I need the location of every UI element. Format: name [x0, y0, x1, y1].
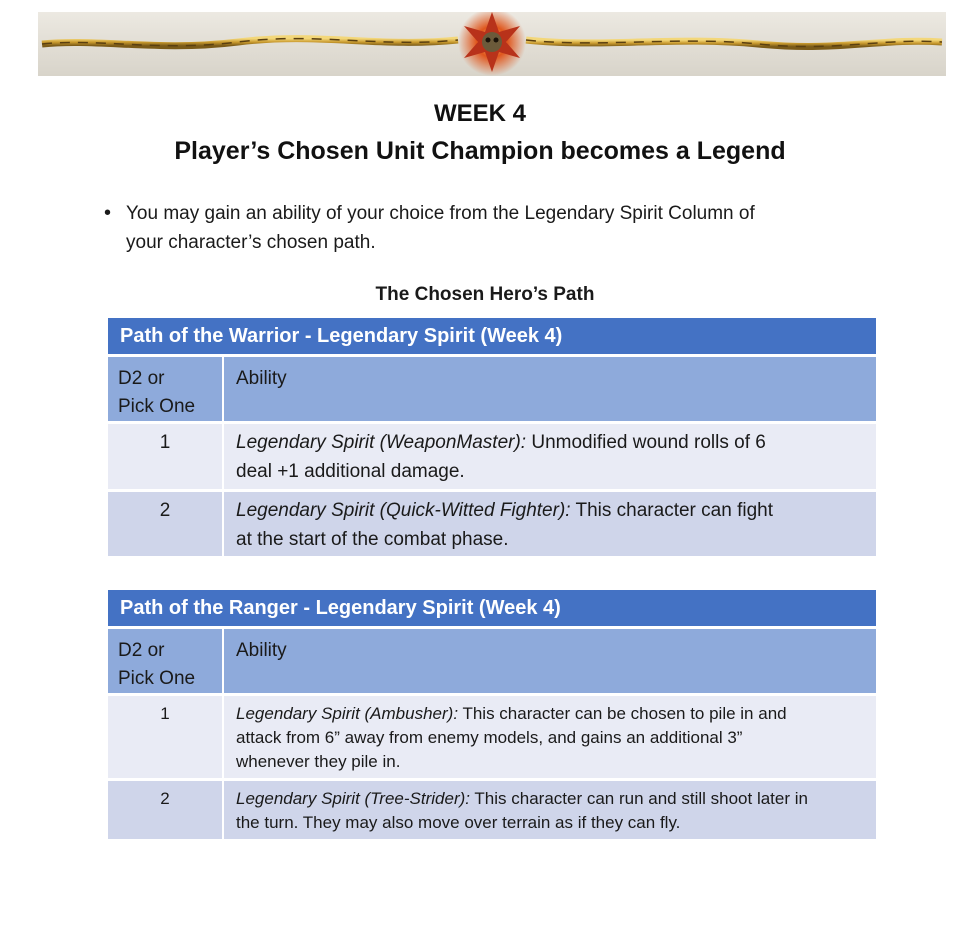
table-header: Path of the Warrior - Legendary Spirit (Week 4): [108, 318, 876, 357]
column-header-ability: Ability: [236, 640, 287, 661]
chain-ornament-icon: [38, 12, 946, 76]
bullet-text: You may gain an ability of your choice from the Legendary Spirit Column of your character’s chosen path.: [126, 203, 755, 253]
column-header-ability: Ability: [236, 368, 287, 389]
table-caption: The Chosen Hero’s Path: [375, 284, 595, 305]
bullet-icon: •: [104, 202, 112, 224]
roll-number: 1: [108, 696, 224, 778]
ranger-path-table: [108, 590, 876, 842]
week-heading: WEEK 4: [433, 100, 526, 127]
roll-number: 2: [108, 781, 224, 839]
table-row: [108, 424, 876, 492]
ability-text: Legendary Spirit (WeaponMaster): Unmodified wound rolls of 6 deal +1 additional damage.: [236, 432, 766, 482]
roll-number: 1: [108, 424, 224, 489]
roll-number: 2: [108, 492, 224, 556]
decorative-banner: [38, 12, 946, 76]
table-row: [108, 492, 876, 559]
column-header-roll: D2 or Pick One: [108, 629, 224, 693]
column-header-row: [108, 629, 876, 696]
table-row: [108, 696, 876, 781]
warrior-path-table: [108, 318, 876, 559]
column-header-row: [108, 357, 876, 424]
table-row: [108, 781, 876, 842]
ability-text: Legendary Spirit (Ambusher): This character can be chosen to pile in and attack from 6” away from enemy models, and gains an additional 3” whenever they pile in.: [236, 704, 787, 771]
table-header: Path of the Ranger - Legendary Spirit (Week 4): [108, 590, 876, 629]
ability-text: Legendary Spirit (Quick-Witted Fighter): This character can fight at the start of the combat phase.: [236, 500, 773, 550]
ability-text: Legendary Spirit (Tree-Strider): This character can run and still shoot later in the turn. They may also move over terrain as if they can fly.: [236, 789, 808, 832]
column-header-roll: D2 or Pick One: [108, 357, 224, 421]
page-title: Player’s Chosen Unit Champion becomes a Legend: [174, 137, 786, 165]
